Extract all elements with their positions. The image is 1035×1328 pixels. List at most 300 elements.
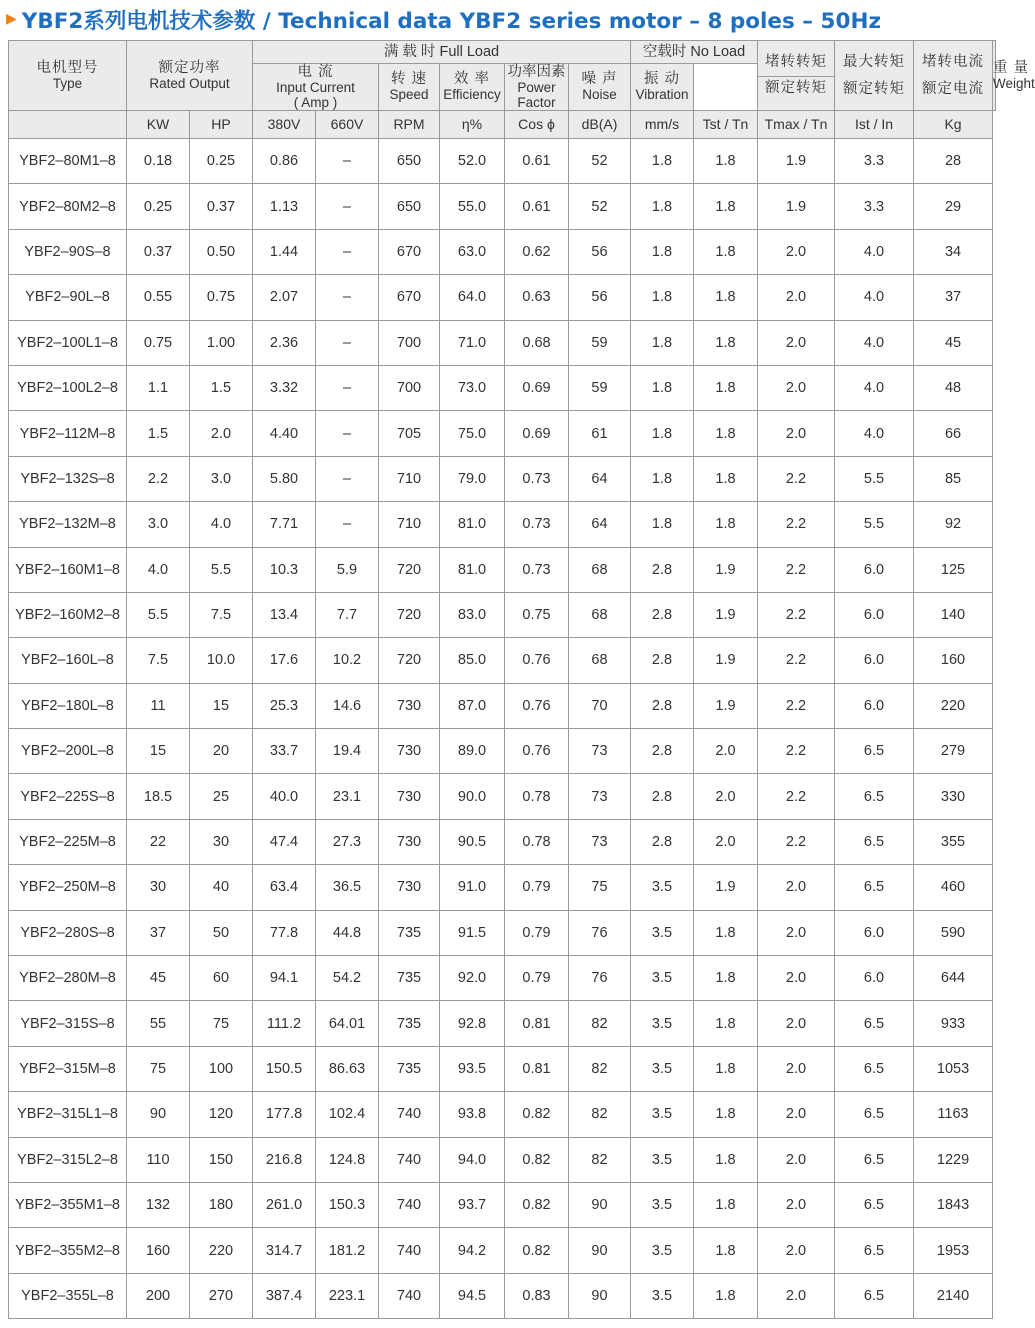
cell-kw: 0.55 [127,275,190,320]
cell-power-factor: 0.82 [505,1182,569,1227]
cell-noise: 70 [569,683,631,728]
cell-speed: 730 [379,683,440,728]
cell-type: YBF2–160M2–8 [9,592,127,637]
table-row [9,683,996,728]
header-unit: 380V [253,111,316,139]
header-vibration: 振 动 Vibration [631,64,694,111]
cell-speed: 730 [379,774,440,819]
cell-speed: 740 [379,1092,440,1137]
cell-weight: 160 [914,638,993,683]
cell-speed: 700 [379,320,440,365]
header-unit: Tmax / Tn [758,111,835,139]
cell-speed: 730 [379,865,440,910]
cell-tst-tn: 1.8 [694,275,758,320]
cell-ist-in: 6.5 [835,1228,914,1273]
cell-noise: 82 [569,1092,631,1137]
cell-efficiency: 94.0 [440,1137,505,1182]
cell-speed: 720 [379,547,440,592]
cell-noise: 82 [569,1137,631,1182]
table-row [9,1273,996,1318]
cell-hp: 50 [190,910,253,955]
cell-current-380v: 216.8 [253,1137,316,1182]
cell-tst-tn: 1.9 [694,865,758,910]
cell-kw: 7.5 [127,638,190,683]
table-header [9,41,1035,139]
cell-current-660v: 44.8 [316,910,379,955]
header-power-factor: 功率因素 Power Factor [505,64,569,111]
cell-vibration: 3.5 [631,1001,694,1046]
cell-noise: 59 [569,365,631,410]
cell-hp: 2.0 [190,411,253,456]
cell-power-factor: 0.78 [505,819,569,864]
table-row [9,1182,996,1227]
cell-tst-tn: 1.8 [694,1137,758,1182]
cell-vibration: 3.5 [631,1228,694,1273]
cell-type: YBF2–315M–8 [9,1046,127,1091]
cell-vibration: 1.8 [631,275,694,320]
header-weight: 重 量 Weight [993,41,996,111]
cell-vibration: 1.8 [631,502,694,547]
cell-current-380v: 94.1 [253,956,316,1001]
table-row [9,774,996,819]
cell-tst-tn: 1.8 [694,1228,758,1273]
cell-hp: 270 [190,1273,253,1318]
cell-weight: 1953 [914,1228,993,1273]
table-row [9,910,996,955]
cell-ist-in: 6.0 [835,638,914,683]
cell-vibration: 3.5 [631,910,694,955]
cell-tst-tn: 1.8 [694,502,758,547]
cell-current-660v: 223.1 [316,1273,379,1318]
cell-current-660v: – [316,184,379,229]
header-unit: mm/s [631,111,694,139]
cell-noise: 90 [569,1182,631,1227]
cell-type: YBF2–160M1–8 [9,547,127,592]
cell-power-factor: 0.63 [505,275,569,320]
cell-current-660v: 36.5 [316,865,379,910]
cell-weight: 140 [914,592,993,637]
cell-hp: 15 [190,683,253,728]
header-unit: HP [190,111,253,139]
cell-efficiency: 94.2 [440,1228,505,1273]
table-row [9,865,996,910]
cell-tmax-tn: 2.0 [758,1137,835,1182]
cell-ist-in: 4.0 [835,229,914,274]
cell-current-380v: 7.71 [253,502,316,547]
cell-tmax-tn: 2.0 [758,411,835,456]
header-type: 电机型号 Type [9,41,127,111]
cell-kw: 200 [127,1273,190,1318]
cell-efficiency: 55.0 [440,184,505,229]
cell-current-380v: 261.0 [253,1182,316,1227]
cell-ist-in: 6.5 [835,1046,914,1091]
cell-noise: 82 [569,1001,631,1046]
cell-weight: 1229 [914,1137,993,1182]
cell-tmax-tn: 2.0 [758,956,835,1001]
cell-tmax-tn: 1.9 [758,184,835,229]
cell-type: YBF2–280M–8 [9,956,127,1001]
cell-noise: 73 [569,774,631,819]
cell-vibration: 1.8 [631,184,694,229]
cell-vibration: 3.5 [631,1137,694,1182]
header-current: 电 流 Input Current ( Amp ) [253,64,379,111]
cell-tst-tn: 1.9 [694,638,758,683]
cell-current-380v: 1.13 [253,184,316,229]
cell-ist-in: 6.5 [835,1273,914,1318]
cell-efficiency: 64.0 [440,275,505,320]
cell-kw: 5.5 [127,592,190,637]
cell-vibration: 1.8 [631,229,694,274]
table-row [9,456,996,501]
cell-tst-tn: 1.8 [694,956,758,1001]
cell-speed: 735 [379,956,440,1001]
cell-weight: 125 [914,547,993,592]
cell-efficiency: 93.8 [440,1092,505,1137]
header-unit-blank [9,111,127,139]
cell-speed: 710 [379,456,440,501]
cell-efficiency: 81.0 [440,502,505,547]
cell-type: YBF2–315L2–8 [9,1137,127,1182]
cell-tmax-tn: 2.2 [758,683,835,728]
cell-weight: 355 [914,819,993,864]
cell-type: YBF2–80M1–8 [9,139,127,184]
cell-noise: 73 [569,819,631,864]
cell-weight: 28 [914,139,993,184]
cell-type: YBF2–100L1–8 [9,320,127,365]
cell-hp: 40 [190,865,253,910]
cell-tmax-tn: 2.0 [758,910,835,955]
cell-tmax-tn: 2.0 [758,1182,835,1227]
cell-speed: 730 [379,729,440,774]
cell-ist-in: 4.0 [835,320,914,365]
cell-weight: 66 [914,411,993,456]
cell-hp: 100 [190,1046,253,1091]
spec-table [8,40,1035,1319]
cell-kw: 90 [127,1092,190,1137]
cell-vibration: 3.5 [631,865,694,910]
cell-noise: 56 [569,229,631,274]
header-unit: Ist / In [835,111,914,139]
table-row [9,184,996,229]
cell-tst-tn: 2.0 [694,774,758,819]
cell-kw: 3.0 [127,502,190,547]
cell-kw: 11 [127,683,190,728]
cell-noise: 68 [569,592,631,637]
cell-vibration: 2.8 [631,683,694,728]
cell-hp: 10.0 [190,638,253,683]
cell-power-factor: 0.81 [505,1046,569,1091]
cell-speed: 740 [379,1228,440,1273]
cell-tst-tn: 1.8 [694,365,758,410]
cell-efficiency: 89.0 [440,729,505,774]
cell-power-factor: 0.82 [505,1092,569,1137]
cell-hp: 5.5 [190,547,253,592]
cell-kw: 37 [127,910,190,955]
cell-ist-in: 6.5 [835,729,914,774]
cell-current-660v: 54.2 [316,956,379,1001]
cell-power-factor: 0.68 [505,320,569,365]
cell-tst-tn: 1.9 [694,547,758,592]
cell-weight: 85 [914,456,993,501]
table-row [9,1092,996,1137]
cell-ist-in: 6.5 [835,774,914,819]
cell-tmax-tn: 2.0 [758,1228,835,1273]
cell-ist-in: 6.5 [835,1182,914,1227]
cell-tst-tn: 1.8 [694,1046,758,1091]
cell-type: YBF2–355L–8 [9,1273,127,1318]
cell-current-660v: 181.2 [316,1228,379,1273]
cell-hp: 75 [190,1001,253,1046]
cell-weight: 330 [914,774,993,819]
cell-hp: 60 [190,956,253,1001]
cell-current-380v: 25.3 [253,683,316,728]
cell-vibration: 1.8 [631,411,694,456]
cell-current-660v: – [316,275,379,320]
cell-hp: 0.37 [190,184,253,229]
cell-power-factor: 0.76 [505,683,569,728]
cell-kw: 4.0 [127,547,190,592]
cell-current-660v: – [316,229,379,274]
cell-current-660v: – [316,411,379,456]
table-row [9,1001,996,1046]
cell-power-factor: 0.82 [505,1137,569,1182]
cell-tst-tn: 2.0 [694,819,758,864]
cell-tmax-tn: 2.2 [758,502,835,547]
cell-vibration: 1.8 [631,365,694,410]
cell-type: YBF2–112M–8 [9,411,127,456]
cell-tst-tn: 1.8 [694,910,758,955]
header-unit: 660V [316,111,379,139]
cell-weight: 279 [914,729,993,774]
cell-kw: 18.5 [127,774,190,819]
cell-efficiency: 79.0 [440,456,505,501]
cell-power-factor: 0.83 [505,1273,569,1318]
cell-tmax-tn: 2.2 [758,638,835,683]
cell-current-380v: 13.4 [253,592,316,637]
cell-kw: 132 [127,1182,190,1227]
cell-weight: 1163 [914,1092,993,1137]
cell-speed: 740 [379,1182,440,1227]
table-row [9,275,996,320]
table-row [9,1137,996,1182]
cell-current-660v: – [316,456,379,501]
cell-tmax-tn: 2.0 [758,1092,835,1137]
cell-current-380v: 150.5 [253,1046,316,1091]
cell-hp: 20 [190,729,253,774]
cell-current-380v: 2.36 [253,320,316,365]
cell-vibration: 3.5 [631,1273,694,1318]
cell-current-380v: 17.6 [253,638,316,683]
cell-hp: 180 [190,1182,253,1227]
cell-noise: 73 [569,729,631,774]
cell-noise: 76 [569,956,631,1001]
cell-ist-in: 6.5 [835,865,914,910]
cell-current-660v: 150.3 [316,1182,379,1227]
cell-weight: 460 [914,865,993,910]
cell-tmax-tn: 1.9 [758,139,835,184]
cell-weight: 1053 [914,1046,993,1091]
cell-ist-in: 5.5 [835,456,914,501]
cell-type: YBF2–200L–8 [9,729,127,774]
cell-kw: 110 [127,1137,190,1182]
cell-power-factor: 0.69 [505,411,569,456]
header-unit: KW [127,111,190,139]
cell-efficiency: 94.5 [440,1273,505,1318]
cell-kw: 0.25 [127,184,190,229]
cell-noise: 76 [569,910,631,955]
cell-noise: 64 [569,502,631,547]
cell-weight: 45 [914,320,993,365]
cell-efficiency: 92.8 [440,1001,505,1046]
cell-kw: 160 [127,1228,190,1273]
cell-tmax-tn: 2.2 [758,592,835,637]
cell-hp: 0.50 [190,229,253,274]
cell-type: YBF2–90S–8 [9,229,127,274]
cell-tmax-tn: 2.0 [758,1273,835,1318]
cell-power-factor: 0.73 [505,456,569,501]
cell-kw: 1.5 [127,411,190,456]
cell-type: YBF2–315L1–8 [9,1092,127,1137]
table-row [9,411,996,456]
cell-weight: 220 [914,683,993,728]
cell-ist-in: 6.5 [835,1137,914,1182]
cell-vibration: 3.5 [631,1046,694,1091]
header-speed: 转 速 Speed [379,64,440,111]
cell-type: YBF2–225S–8 [9,774,127,819]
cell-kw: 30 [127,865,190,910]
cell-efficiency: 91.5 [440,910,505,955]
cell-current-380v: 77.8 [253,910,316,955]
cell-tmax-tn: 2.2 [758,547,835,592]
header-unit: RPM [379,111,440,139]
cell-noise: 61 [569,411,631,456]
cell-current-660v: 102.4 [316,1092,379,1137]
cell-kw: 75 [127,1046,190,1091]
cell-weight: 933 [914,1001,993,1046]
cell-vibration: 3.5 [631,1182,694,1227]
right-triangle-icon: ▶ [6,11,17,27]
cell-noise: 56 [569,275,631,320]
cell-ist-in: 6.5 [835,1001,914,1046]
table-row [9,502,996,547]
cell-noise: 52 [569,139,631,184]
cell-hp: 30 [190,819,253,864]
cell-hp: 1.5 [190,365,253,410]
cell-tmax-tn: 2.0 [758,865,835,910]
cell-kw: 2.2 [127,456,190,501]
cell-tst-tn: 1.8 [694,1273,758,1318]
cell-tst-tn: 1.8 [694,139,758,184]
cell-tst-tn: 1.8 [694,411,758,456]
cell-type: YBF2–355M2–8 [9,1228,127,1273]
cell-efficiency: 52.0 [440,139,505,184]
header-unit: Tst / Tn [694,111,758,139]
cell-hp: 220 [190,1228,253,1273]
cell-tst-tn: 1.8 [694,1182,758,1227]
cell-type: YBF2–180L–8 [9,683,127,728]
cell-noise: 75 [569,865,631,910]
cell-power-factor: 0.75 [505,592,569,637]
cell-power-factor: 0.61 [505,184,569,229]
cell-kw: 0.18 [127,139,190,184]
cell-speed: 720 [379,638,440,683]
cell-current-660v: – [316,139,379,184]
table-row [9,592,996,637]
table-row [9,1228,996,1273]
cell-ist-in: 4.0 [835,275,914,320]
cell-vibration: 2.8 [631,774,694,819]
cell-current-380v: 1.44 [253,229,316,274]
cell-power-factor: 0.79 [505,956,569,1001]
cell-weight: 644 [914,956,993,1001]
header-unit: Cos ϕ [505,111,569,139]
cell-power-factor: 0.62 [505,229,569,274]
cell-kw: 55 [127,1001,190,1046]
cell-current-660v: 14.6 [316,683,379,728]
cell-ist-in: 3.3 [835,184,914,229]
cell-tmax-tn: 2.0 [758,229,835,274]
cell-current-660v: 64.01 [316,1001,379,1046]
header-noise: 噪 声 Noise [569,64,631,111]
cell-weight: 590 [914,910,993,955]
cell-ist-in: 4.0 [835,365,914,410]
cell-speed: 730 [379,819,440,864]
cell-noise: 64 [569,456,631,501]
cell-kw: 45 [127,956,190,1001]
cell-efficiency: 93.5 [440,1046,505,1091]
cell-current-380v: 40.0 [253,774,316,819]
cell-weight: 92 [914,502,993,547]
cell-efficiency: 73.0 [440,365,505,410]
cell-current-660v: 10.2 [316,638,379,683]
cell-hp: 150 [190,1137,253,1182]
cell-speed: 740 [379,1137,440,1182]
table-row [9,139,996,184]
cell-efficiency: 90.5 [440,819,505,864]
cell-efficiency: 75.0 [440,411,505,456]
cell-ist-in: 6.0 [835,956,914,1001]
cell-current-660v: 124.8 [316,1137,379,1182]
table-row [9,819,996,864]
cell-vibration: 3.5 [631,1092,694,1137]
cell-hp: 7.5 [190,592,253,637]
cell-current-380v: 33.7 [253,729,316,774]
cell-kw: 22 [127,819,190,864]
cell-weight: 1843 [914,1182,993,1227]
cell-current-380v: 3.32 [253,365,316,410]
page-title [6,2,881,36]
cell-weight: 29 [914,184,993,229]
cell-power-factor: 0.82 [505,1228,569,1273]
cell-hp: 120 [190,1092,253,1137]
cell-weight: 48 [914,365,993,410]
cell-tst-tn: 1.8 [694,1001,758,1046]
header-max-torque: 最大转矩 额定转矩 [835,41,914,111]
cell-ist-in: 6.0 [835,547,914,592]
cell-speed: 735 [379,910,440,955]
cell-current-660v: 23.1 [316,774,379,819]
cell-speed: 670 [379,229,440,274]
header-full-load: 满 载 时 Full Load [253,41,631,64]
cell-tst-tn: 1.8 [694,184,758,229]
cell-tmax-tn: 2.0 [758,275,835,320]
cell-vibration: 2.8 [631,547,694,592]
cell-tst-tn: 2.0 [694,729,758,774]
cell-noise: 59 [569,320,631,365]
cell-current-380v: 177.8 [253,1092,316,1137]
cell-noise: 90 [569,1273,631,1318]
cell-speed: 710 [379,502,440,547]
